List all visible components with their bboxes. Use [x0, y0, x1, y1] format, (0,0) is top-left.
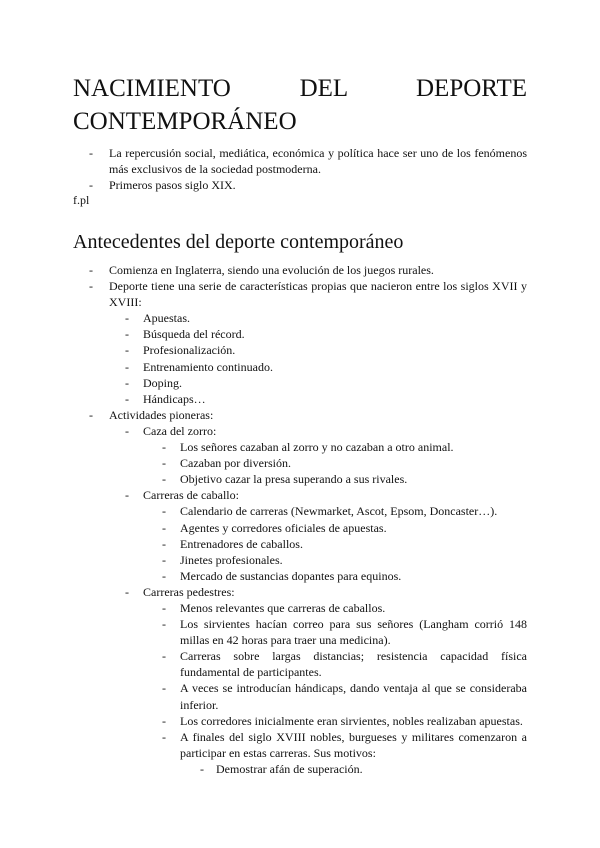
list-item	[73, 342, 527, 358]
antecedentes-list	[73, 262, 527, 777]
list-item	[73, 680, 527, 712]
intro-list	[73, 145, 527, 193]
list-item-text: Objetivo cazar la presa superando a sus rivales.	[180, 472, 408, 487]
list-item-text: Calendario de carreras (Newmarket, Ascot, Epsom, Doncaster…).	[180, 504, 498, 519]
list-item-text: Primeros pasos siglo XIX.	[109, 178, 236, 193]
list-item	[73, 584, 527, 600]
bullet-dash: -	[162, 456, 166, 471]
bullet-dash: -	[162, 440, 166, 455]
list-item	[73, 713, 527, 729]
bullet-dash: -	[125, 423, 129, 438]
list-item	[73, 568, 527, 584]
bullet-dash: -	[89, 146, 93, 160]
bullet-dash: -	[162, 617, 166, 632]
bullet-dash: -	[200, 761, 204, 776]
list-item	[73, 761, 527, 777]
list-item-text: Caza del zorro:	[143, 423, 217, 438]
bullet-dash: -	[125, 375, 129, 390]
list-item-text: Cazaban por diversión.	[180, 456, 291, 471]
list-item	[73, 375, 527, 391]
list-item	[73, 552, 527, 568]
page-title-line-1: NACIMIENTO DEL DEPORTE	[73, 75, 527, 102]
bullet-dash: -	[162, 504, 166, 519]
list-item-text: A finales del siglo XVIII nobles, burgueses y militares comenzaron a participar en estas carreras. Sus motivos:	[180, 729, 527, 760]
bullet-dash: -	[125, 391, 129, 406]
list-item	[73, 439, 527, 455]
list-item-text: Actividades pioneras:	[109, 407, 214, 422]
bullet-dash: -	[162, 729, 166, 744]
bullet-dash: -	[125, 584, 129, 599]
list-item	[73, 520, 527, 536]
bullet-dash: -	[125, 488, 129, 503]
bullet-dash: -	[162, 536, 166, 551]
bullet-dash: -	[89, 279, 93, 294]
list-item-text: Los corredores inicialmente eran sirvientes, nobles realizaban apuestas.	[180, 713, 523, 728]
list-item-text: Apuestas.	[143, 311, 190, 326]
list-item-text: Doping.	[143, 375, 182, 390]
section-heading: Antecedentes del deporte contemporáneo	[73, 231, 404, 253]
list-item	[73, 359, 527, 375]
bullet-dash: -	[162, 552, 166, 567]
list-item	[73, 407, 527, 423]
bullet-dash: -	[125, 327, 129, 342]
list-item	[73, 648, 527, 680]
list-item-text: Deporte tiene una serie de características propias que nacieron entre los siglos XVII y XVIII:	[109, 279, 527, 310]
bullet-dash: -	[162, 520, 166, 535]
list-item	[73, 729, 527, 761]
list-item-text: Demostrar afán de superación.	[216, 761, 363, 776]
list-item	[73, 423, 527, 439]
list-item	[73, 503, 527, 519]
list-item-text: Entrenamiento continuado.	[143, 359, 273, 374]
bullet-dash: -	[162, 600, 166, 615]
note-text: f.pl	[73, 193, 90, 207]
list-item-text: Mercado de sustancias dopantes para equinos.	[180, 568, 402, 583]
list-item	[73, 455, 527, 471]
bullet-dash: -	[162, 681, 166, 696]
bullet-dash: -	[162, 649, 166, 664]
list-item	[73, 616, 527, 648]
list-item	[73, 471, 527, 487]
bullet-dash: -	[162, 472, 166, 487]
list-item	[73, 278, 527, 310]
list-item-text: Carreras pedestres:	[143, 584, 235, 599]
list-item	[73, 326, 527, 342]
bullet-dash: -	[162, 713, 166, 728]
list-item	[73, 262, 527, 278]
list-item	[73, 177, 527, 193]
bullet-dash: -	[125, 343, 129, 358]
bullet-dash: -	[125, 311, 129, 326]
list-item-text: Carreras sobre largas distancias; resistencia capacidad física fundamental de participantes.	[180, 649, 527, 680]
list-item-text: Entrenadores de caballos.	[180, 536, 303, 551]
list-item	[73, 487, 527, 503]
list-item-text: Agentes y corredores oficiales de apuestas.	[180, 520, 387, 535]
list-item-text: Profesionalización.	[143, 343, 236, 358]
list-item	[73, 536, 527, 552]
list-item-text: A veces se introducían hándicaps, dando ventaja al que se consideraba inferior.	[180, 681, 527, 712]
list-item-text: La repercusión social, mediática, económica y política hace ser uno de los fenómenos más exclusivos de la sociedad postmoderna.	[109, 146, 527, 177]
page-title-line-2: CONTEMPORÁNEO	[73, 108, 297, 135]
list-item	[73, 310, 527, 326]
list-item-text: Búsqueda del récord.	[143, 327, 245, 342]
list-item-text: Los señores cazaban al zorro y no cazaban a otro animal.	[180, 440, 454, 455]
bullet-dash: -	[89, 263, 93, 277]
list-item-text: Menos relevantes que carreras de caballos.	[180, 600, 386, 615]
list-item-text: Hándicaps…	[143, 391, 206, 406]
bullet-dash: -	[89, 407, 93, 422]
bullet-dash: -	[125, 359, 129, 374]
bullet-dash: -	[162, 568, 166, 583]
list-item	[73, 600, 527, 616]
list-item-text: Los sirvientes hacían correo para sus señores (Langham corrió 148 millas en 42 horas para traer una medicina).	[180, 617, 527, 648]
list-item	[73, 391, 527, 407]
bullet-dash: -	[89, 178, 93, 193]
list-item-text: Comienza en Inglaterra, siendo una evolución de los juegos rurales.	[109, 263, 434, 277]
list-item-text: Jinetes profesionales.	[180, 552, 283, 567]
list-item	[73, 145, 527, 177]
list-item-text: Carreras de caballo:	[143, 488, 239, 503]
